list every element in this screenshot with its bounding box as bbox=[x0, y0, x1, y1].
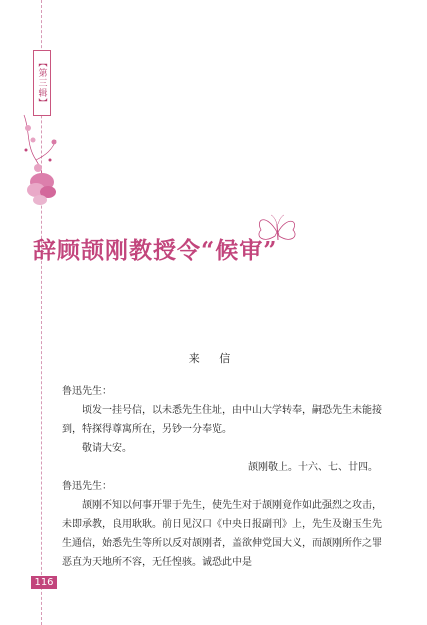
letter2-body: 颉刚不知以何事开罪于先生，使先生对于颉刚竟作如此强烈之攻击，未即承教，良用耿耿。前日见汉口《中央日报副刊》上，先生及谢玉生先生通信，始悉先生等所以反对颉刚者，盖欲伸党国大义，而颉刚所作之罪恶直为天地所不容，无任惶骇。诚恐此中是 bbox=[62, 500, 382, 568]
letter-body bbox=[62, 382, 384, 572]
section-heading: 来 信 bbox=[188, 352, 239, 365]
letter1-salutation: 鲁迅先生： bbox=[62, 386, 112, 397]
letter1-closing: 敬请大安。 bbox=[82, 443, 132, 454]
title-block bbox=[33, 212, 403, 272]
letter1-body: 顷发一挂号信，以未悉先生住址，由中山大学转奉，嗣恐先生未能接到，特探得尊寓所在，另钞一分奉览。 bbox=[62, 405, 382, 435]
letter1-signature: 颉刚敬上。十六、七、廿四。 bbox=[248, 462, 378, 473]
page-title: 辞顾颉刚教授令“候审” bbox=[33, 237, 278, 264]
flower-decoration-icon bbox=[16, 110, 62, 210]
letter2-salutation: 鲁迅先生： bbox=[62, 481, 112, 492]
chapter-tab-label: 【第三辑】 bbox=[36, 58, 47, 108]
page-number: 116 bbox=[31, 576, 57, 589]
chapter-tab bbox=[33, 50, 51, 116]
